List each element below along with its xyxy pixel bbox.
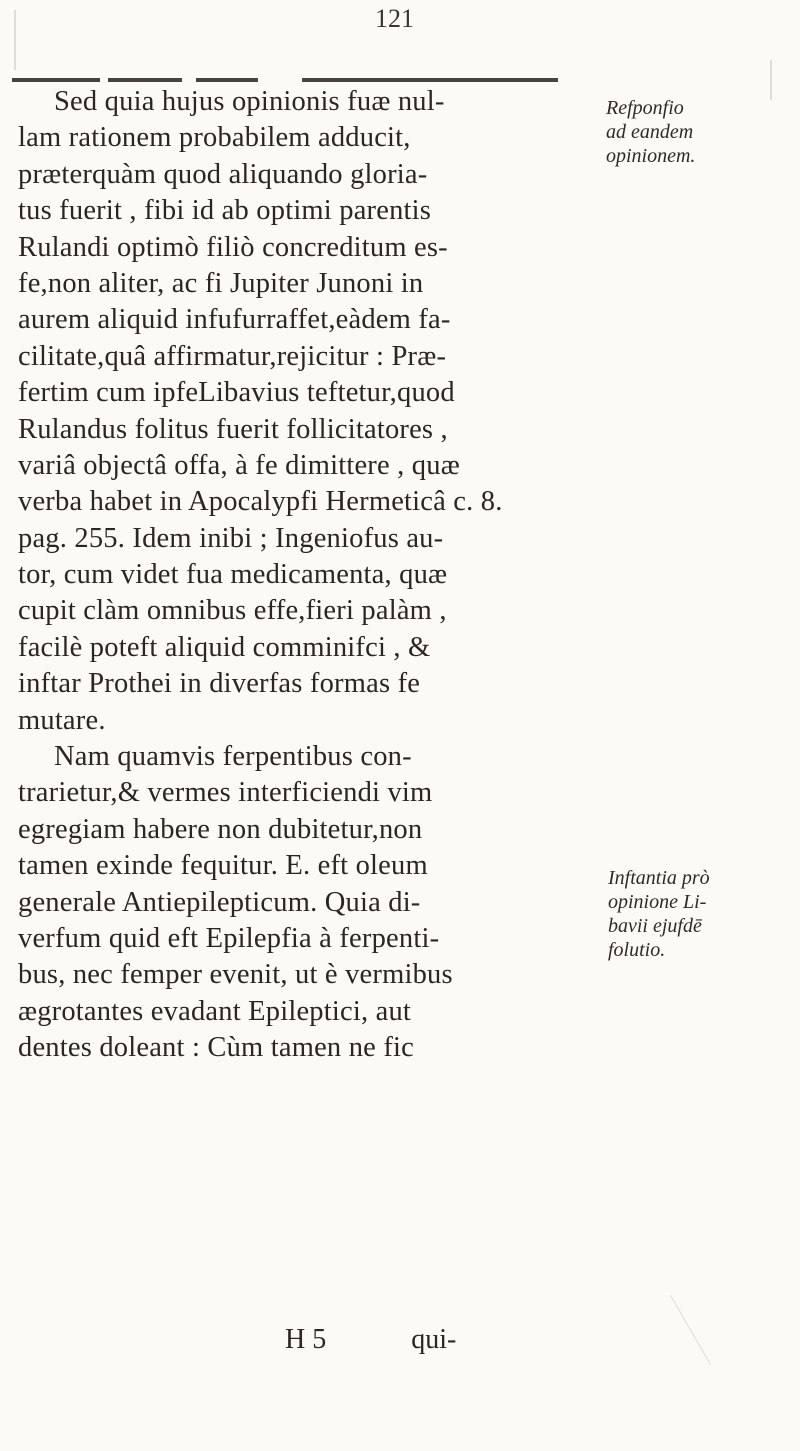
- text-line: Sed quia hujus opinionis fuæ nul-: [54, 86, 445, 117]
- catchline: [285, 1324, 456, 1356]
- text-line: inftar Prothei in diverfas formas fe: [18, 668, 421, 700]
- text-line: Rulandus folitus fuerit follicitatores ,: [18, 413, 448, 445]
- text-line: facilè poteft aliquid comminifci , &: [18, 631, 431, 663]
- text-line: ægrotantes evadant Epileptici, aut: [18, 995, 412, 1027]
- margin-note-instance: [608, 866, 710, 962]
- catchword: qui-: [411, 1324, 457, 1355]
- text-line: cilitate,quâ affirmatur,rejicitur : Præ-: [18, 340, 447, 372]
- text-line: Rulandi optimò filiò concreditum es-: [18, 231, 448, 263]
- text-line: tor, cum videt fua medicamenta, quæ: [18, 559, 448, 591]
- text-line: bus, nec femper evenit, ut è vermibus: [18, 959, 453, 991]
- text-line: variâ objectâ offa, à fe dimittere , quæ: [18, 449, 460, 481]
- text-line: egregiam habere non dubitetur,non: [18, 813, 423, 845]
- text-line: verfum quid eft Epilepfia à ferpenti-: [18, 922, 440, 954]
- margin-note-line: Refponfio: [606, 97, 684, 119]
- margin-note-line: opinionem.: [606, 145, 696, 167]
- text-line: fertim cum ipfeLibavius teftetur,quod: [18, 377, 455, 409]
- margin-note-line: opinione Li-: [608, 891, 707, 913]
- text-line: tus fuerit , fibi id ab optimi parentis: [18, 195, 432, 227]
- text-line: trarietur,& vermes interficiendi vim: [18, 777, 433, 809]
- margin-note-line: bavii ejufdē: [608, 915, 702, 937]
- text-line: generale Antiepilepticum. Quia di-: [18, 886, 421, 918]
- text-line: verba habet in Apocalypfi Hermeticâ c. 8.: [18, 486, 503, 518]
- text-line: mutare.: [18, 704, 106, 736]
- paper-show-through-mark: [770, 60, 772, 100]
- text-line: fe,non aliter, ac fi Jupiter Junoni in: [18, 267, 424, 299]
- text-line: Nam quamvis ferpentibus con-: [54, 741, 412, 773]
- header-rule: [12, 78, 558, 82]
- text-line: lam rationem probabilem adducit,: [18, 122, 411, 154]
- margin-note-line: folutio.: [608, 939, 666, 961]
- text-line: aurem aliquid infufurraffet,eàdem fa-: [18, 304, 451, 336]
- margin-note-response: [606, 96, 695, 168]
- text-line: cupit clàm omnibus effe,fieri palàm ,: [18, 595, 447, 627]
- paper-show-through-mark: [670, 1295, 711, 1365]
- margin-note-line: Inftantia prò: [608, 867, 710, 889]
- margin-note-line: ad eandem: [606, 121, 694, 143]
- text-line: præterquàm quod aliquando gloria-: [18, 158, 428, 190]
- page-number: 121: [375, 4, 414, 33]
- signature-mark: H 5: [285, 1324, 327, 1355]
- paper-show-through-mark: [14, 10, 16, 70]
- text-line: dentes doleant : Cùm tamen ne fic: [18, 1032, 414, 1064]
- text-line: pag. 255. Idem inibi ; Ingeniofus au-: [18, 522, 444, 554]
- text-line: tamen exinde fequitur. E. eft oleum: [18, 850, 428, 882]
- main-text-block: [18, 84, 558, 1067]
